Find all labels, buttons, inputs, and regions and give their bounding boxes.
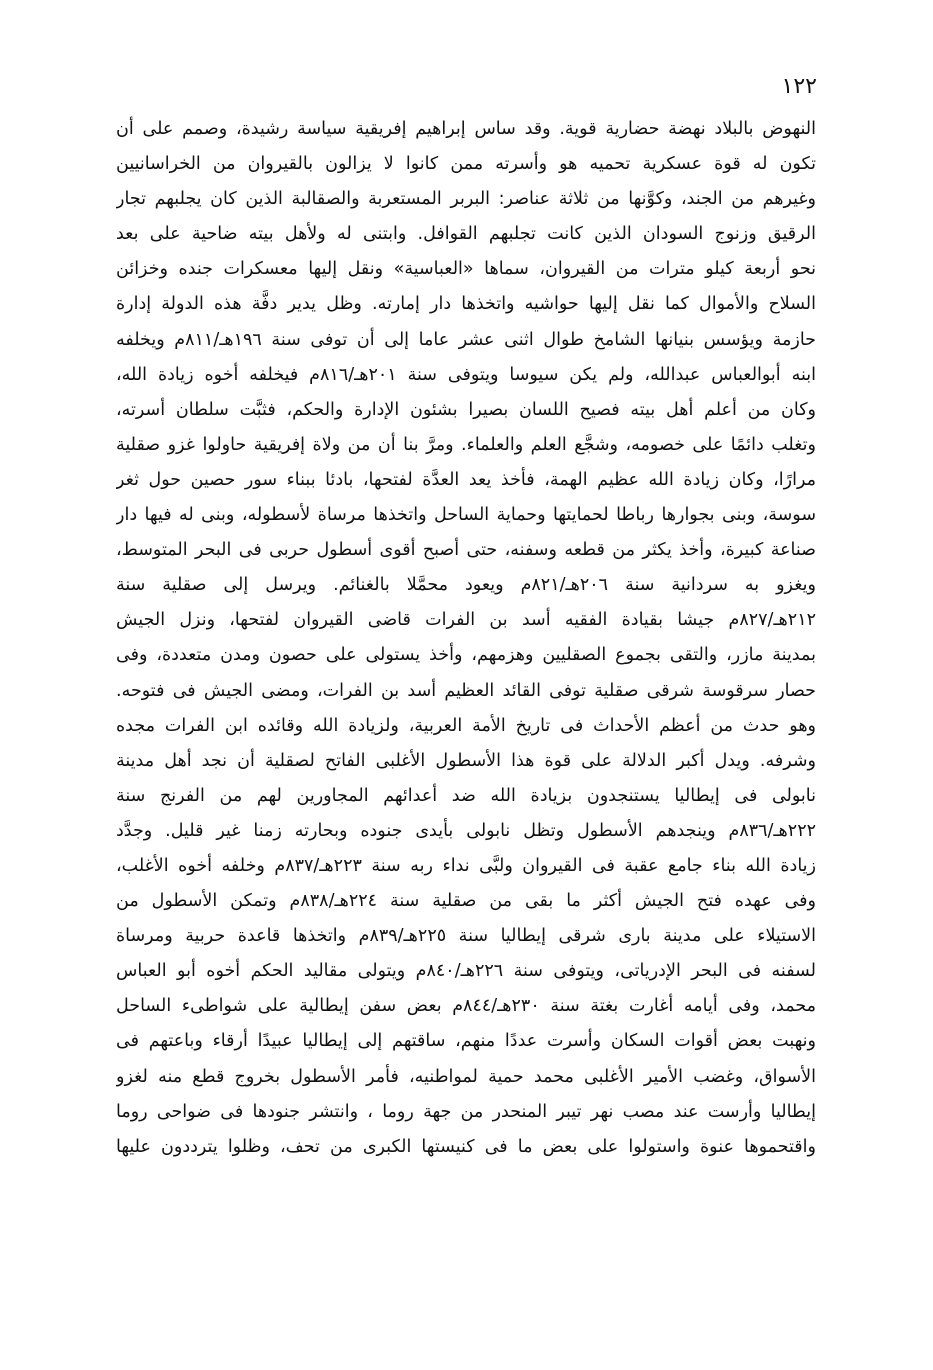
text-line: ٢٢٢هـ/٨٣٦م وينجدهم الأسطول وتظل نابولى بأيدى جنوده وبحارته زمنا غير قليل. وجدَّد [116,820,816,841]
text-line: تكون له قوة عسكرية تحميه هو وأسرته ممن كانوا لا يزالون بالقيروان من الخراسانيين [116,154,816,175]
text-line: وتغلب دائمًا على خصومه، وشجَّع العلم والعلماء. ومرَّ بنا أن من ولاة إفريقية حاولوا غزو صقلية [116,434,816,455]
text-line: الاستيلاء على مدينة بارى شرقى إيطاليا سنة ٢٢٥هـ/٨٣٩م واتخذها قاعدة حربية ومرساة [116,926,816,947]
text-line: واقتحموها عنوة واستولوا على بعض ما فى كنيستها الكبرى من تحف، وظلوا يترددون عليها [116,1136,816,1157]
text-line: بمدينة مازر، والتقى بجموع الصقليين وهزمهم، وأخذ يستولى على حصون ومدن متعددة، وفى [116,645,816,666]
text-line: الرقيق وزنوج السودان الذين كانت تجلبهم القوافل. وابتنى له ولأهل بيته ضاحية على بعد [116,224,816,245]
text-line: وكان من أعلم أهل بيته فصيح اللسان بصيرا بشئون الإدارة والحكم، فثبَّت سلطان أسرته، [116,399,816,420]
text-line: وغيرهم من الجند، وكوَّنها من ثلاثة عناصر: البربر المستعربة والصقالبة الذين كان يجلبهم تجار [116,189,816,210]
text-line: ويغزو به سردانية سنة ٢٠٦هـ/٨٢١م ويعود محمَّلا بالغنائم. ويرسل إلى صقلية سنة [116,575,816,596]
text-line: مرارًا، وكان زيادة الله عظيم الهمة، فأخذ يعد العدَّة لفتحها، بادئا ببناء سور حصين حول ثغر [116,469,816,490]
text-line: صناعة كبيرة، وأخذ يكثر من قطعه وسفنه، حتى أصبح أقوى أسطول حربى فى البحر المتوسط، [116,540,816,561]
text-line: نحو أربعة كيلو مترات من القيروان، سماها «العباسية» ونقل إليها معسكرات جنده وخزائن [116,259,816,280]
text-line: حصار سرقوسة شرقى صقلية توفى القائد العظيم أسد بن الفرات، ومضى الجيش فى فتوحه. [116,680,816,701]
text-line: حازمة ويؤسس بنيانها الشامخ طوال اثنى عشر عاما إلى أن توفى سنة ١٩٦هـ/٨١١م ويخلفه [116,329,816,350]
text-line: محمد، وفى أيامه أغارت بغتة سنة ٢٣٠هـ/٨٤٤م بعض سفن إيطالية على شواطىء الساحل [116,996,816,1017]
text-line: وشرفه. ويدل أكبر الدلالة على قوة هذا الأسطول الأغلبى الفاتح لصقلية أن نجد أهل مدينة [116,750,816,771]
page-number: ١٢٢ [781,74,817,99]
text-line: وفى عهده فتح الجيش أكثر ما بقى من صقلية سنة ٢٢٤هـ/٨٣٨م وتمكن الأسطول من [116,891,816,912]
text-line: نابولى فى إيطاليا يستنجدون بزيادة الله ضد أعدائهم المجاورين لهم من الفرنج سنة [116,785,816,806]
body-text [116,112,816,1165]
text-line: زيادة الله بناء جامع عقبة فى القيروان ولبَّى نداء ربه سنة ٢٢٣هـ/٨٣٧م وخلفه أخوه الأغلب، [116,855,816,876]
text-line: لسفنه فى البحر الإدرياتى، ويتوفى سنة ٢٢٦هـ/٨٤٠م ويتولى مقاليد الحكم أخوه أبو العباس [116,961,816,982]
text-line: النهوض بالبلاد نهضة حضارية قوية. وقد ساس إبراهيم إفريقية سياسة رشيدة، وصمم على أن [116,119,816,139]
text-line: ٢١٢هـ/٨٢٧م جيشا بقيادة الفقيه أسد بن الفرات قاضى القيروان لفتحها، ونزل الجيش [116,610,816,631]
text-line: ونهبت بعض أقوات السكان وأسرت عددًا منهم، ساقتهم إلى إيطاليا عبيدًا أرقاء وباعتهم فى [116,1031,816,1052]
text-line: وهو حدث من أعظم الأحداث فى تاريخ الأمة العربية، ولزيادة الله وقائده ابن الفرات مجده [116,715,816,736]
text-line: الأسواق، وغضب الأمير الأغلبى محمد حمية لمواطنيه، فأمر الأسطول بخروج قطع منه لغزو [116,1066,816,1087]
text-line: إيطاليا وأرست عند مصب نهر تيبر المنحدر من جهة روما ، وانتشر جنودها فى ضواحى روما [116,1101,816,1122]
text-line: السلاح والأموال كما نقل إليها حواشيه واتخذها دار إمارته. وظل يدير دفَّة هذه الدولة إدارة [116,294,816,315]
text-line: سوسة، وبنى بجوارها رباطا لحمايتها وحماية الساحل واتخذها مرساة لأسطوله، وبنى له فيها دار [116,505,816,526]
text-line: ابنه أبوالعباس عبدالله، ولم يكن سيوسا ويتوفى سنة ٢٠١هـ/٨١٦م فيخلفه أخوه زيادة الله، [116,364,816,385]
